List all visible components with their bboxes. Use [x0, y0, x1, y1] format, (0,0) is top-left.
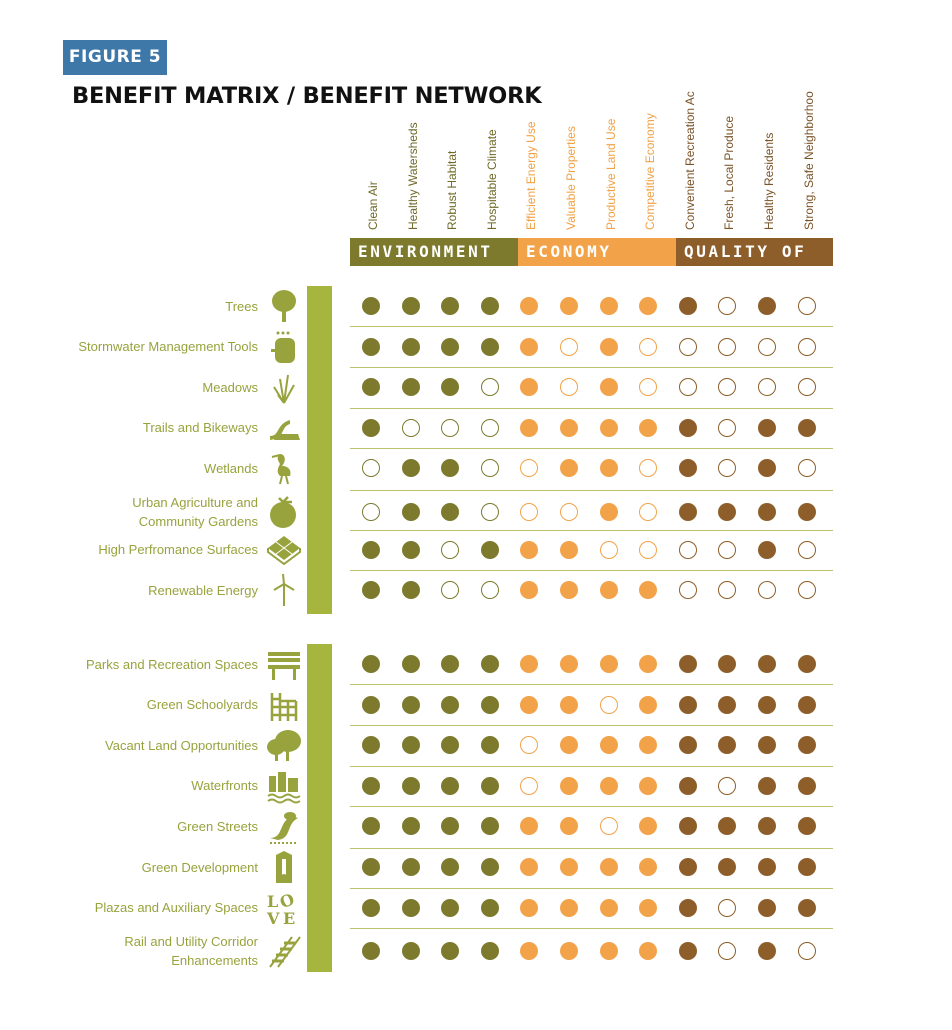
benefit-dot-filled — [798, 817, 816, 835]
benefit-dot-filled — [679, 858, 697, 876]
benefit-dot-empty — [520, 459, 538, 477]
benefit-dot-filled — [362, 899, 380, 917]
benefit-dot-filled — [441, 736, 459, 754]
benefit-dot-filled — [441, 858, 459, 876]
row-label: Wetlands — [204, 460, 258, 476]
benefit-dot-filled — [362, 817, 380, 835]
benefit-column-label — [524, 121, 539, 230]
benefit-dot-filled — [758, 541, 776, 559]
benefit-dot-empty — [441, 581, 459, 599]
benefit-dot-filled — [362, 378, 380, 396]
benefit-dot-filled — [798, 503, 816, 521]
benefit-dot-empty — [600, 541, 618, 559]
benefit-dot-filled — [639, 581, 657, 599]
benefit-dot-filled — [520, 899, 538, 917]
benefit-dot-filled — [362, 338, 380, 356]
jungle-gym-icon — [266, 687, 302, 723]
benefit-dot-filled — [362, 541, 380, 559]
benefit-dot-filled — [718, 736, 736, 754]
benefit-dot-filled — [362, 777, 380, 795]
benefit-dot-filled — [639, 858, 657, 876]
benefit-dot-empty — [481, 419, 499, 437]
row-label: Stormwater Management Tools — [78, 339, 258, 355]
benefit-label-text: Convenient Recreation Ac — [682, 91, 697, 230]
figure-title: BENEFIT MATRIX / BENEFIT NETWORK — [72, 83, 542, 109]
benefit-dot-filled — [560, 736, 578, 754]
building-icon — [266, 849, 302, 885]
benefit-dot-filled — [481, 297, 499, 315]
row-label: Green Schoolyards — [146, 697, 258, 713]
svg-text:O: O — [277, 889, 297, 912]
benefit-dot-empty — [798, 541, 816, 559]
benefit-dot-empty — [718, 338, 736, 356]
benefit-label-text: Healthy Residents — [762, 132, 776, 230]
benefit-dot-filled — [402, 736, 420, 754]
benefit-dot-filled — [758, 297, 776, 315]
benefit-dot-empty — [481, 503, 499, 521]
benefit-dot-filled — [520, 858, 538, 876]
tomato-icon — [266, 494, 302, 530]
benefit-dot-empty — [441, 419, 459, 437]
category-band-economy — [518, 238, 676, 266]
benefit-dot-filled — [481, 899, 499, 917]
benefit-dot-filled — [758, 858, 776, 876]
benefit-dot-filled — [560, 541, 578, 559]
row-divider — [350, 848, 833, 849]
benefit-dot-filled — [481, 858, 499, 876]
group-bar — [307, 286, 332, 614]
benefit-dot-filled — [362, 655, 380, 673]
benefit-dot-filled — [639, 736, 657, 754]
benefit-dot-filled — [441, 655, 459, 673]
benefit-dot-filled — [362, 696, 380, 714]
benefit-dot-filled — [520, 655, 538, 673]
benefit-dot-filled — [718, 503, 736, 521]
benefit-dot-filled — [639, 419, 657, 437]
row-label: High Perfromance Surfaces — [98, 542, 258, 558]
benefit-dot-filled — [758, 817, 776, 835]
benefit-dot-empty — [520, 736, 538, 754]
benefit-dot-filled — [520, 378, 538, 396]
benefit-dot-filled — [758, 899, 776, 917]
benefit-dot-filled — [600, 777, 618, 795]
benefit-dot-filled — [600, 942, 618, 960]
benefit-dot-empty — [798, 581, 816, 599]
benefit-column-label — [682, 91, 697, 230]
benefit-dot-filled — [679, 817, 697, 835]
benefit-dot-filled — [441, 503, 459, 521]
waterfront-icon — [266, 768, 302, 804]
benefit-dot-empty — [639, 459, 657, 477]
benefit-dot-filled — [402, 655, 420, 673]
benefit-dot-filled — [560, 777, 578, 795]
benefit-column-label — [801, 91, 816, 230]
benefit-dot-filled — [758, 459, 776, 477]
benefit-dot-filled — [639, 899, 657, 917]
benefit-dot-filled — [402, 817, 420, 835]
benefit-dot-filled — [639, 777, 657, 795]
benefit-column-label — [564, 126, 578, 230]
benefit-dot-filled — [600, 655, 618, 673]
row-divider — [350, 530, 833, 531]
benefit-dot-filled — [639, 297, 657, 315]
row-label: Urban Agriculture and Community Gardens — [132, 495, 258, 529]
benefit-dot-filled — [560, 459, 578, 477]
benefit-column-label — [643, 113, 658, 230]
benefit-dot-empty — [481, 459, 499, 477]
trees-lot-icon — [266, 727, 302, 763]
row-divider — [350, 684, 833, 685]
benefit-dot-filled — [679, 942, 697, 960]
benefit-dot-filled — [798, 899, 816, 917]
benefit-column-label — [484, 129, 499, 230]
benefit-dot-empty — [718, 297, 736, 315]
benefit-dot-filled — [679, 419, 697, 437]
benefit-dot-filled — [362, 858, 380, 876]
row-label: Rail and Utility Corridor Enhancements — [124, 934, 258, 969]
benefit-dot-filled — [481, 541, 499, 559]
benefit-dot-empty — [718, 378, 736, 396]
benefit-dot-filled — [362, 942, 380, 960]
paving-icon — [266, 532, 302, 568]
benefit-dot-filled — [679, 736, 697, 754]
benefit-dot-filled — [481, 736, 499, 754]
benefit-dot-filled — [560, 942, 578, 960]
row-divider — [350, 806, 833, 807]
benefit-dot-empty — [639, 503, 657, 521]
row-divider — [350, 490, 833, 491]
benefit-dot-filled — [520, 942, 538, 960]
benefit-dot-filled — [362, 581, 380, 599]
benefit-dot-empty — [798, 338, 816, 356]
group-bar — [307, 644, 332, 972]
benefit-dot-filled — [481, 777, 499, 795]
benefit-dot-filled — [441, 817, 459, 835]
benefit-dot-empty — [481, 581, 499, 599]
benefit-dot-filled — [758, 736, 776, 754]
benefit-dot-filled — [481, 696, 499, 714]
benefit-dot-filled — [402, 378, 420, 396]
benefit-dot-filled — [520, 297, 538, 315]
row-label: Green Streets — [177, 818, 258, 834]
benefit-dot-filled — [441, 459, 459, 477]
row-divider — [350, 888, 833, 889]
benefit-dot-empty — [481, 378, 499, 396]
benefit-column-label — [722, 115, 737, 230]
benefit-dot-filled — [441, 942, 459, 960]
trail-icon — [266, 410, 302, 446]
row-label: Parks and Recreation Spaces — [86, 656, 258, 672]
benefit-dot-filled — [600, 378, 618, 396]
benefit-dot-empty — [679, 338, 697, 356]
benefit-dot-filled — [402, 899, 420, 917]
benefit-label-text: Clean Air — [366, 181, 380, 230]
benefit-dot-filled — [362, 736, 380, 754]
benefit-dot-empty — [758, 378, 776, 396]
row-divider — [350, 725, 833, 726]
benefit-dot-filled — [600, 338, 618, 356]
grass-icon — [266, 369, 302, 405]
benefit-dot-filled — [481, 655, 499, 673]
benefit-dot-filled — [402, 541, 420, 559]
benefit-dot-filled — [600, 459, 618, 477]
row-divider — [350, 367, 833, 368]
benefit-label-text: Robust Habitat — [445, 150, 460, 230]
benefit-label-text: Hospitable Climate — [484, 129, 499, 230]
benefit-dot-filled — [520, 419, 538, 437]
benefit-dot-empty — [718, 942, 736, 960]
benefit-dot-filled — [441, 378, 459, 396]
benefit-dot-empty — [758, 581, 776, 599]
rail-icon — [266, 933, 302, 969]
benefit-dot-empty — [520, 777, 538, 795]
tree-icon — [266, 288, 302, 324]
benefit-dot-filled — [600, 419, 618, 437]
benefit-dot-empty — [679, 581, 697, 599]
benefit-dot-empty — [560, 503, 578, 521]
benefit-dot-empty — [718, 777, 736, 795]
category-band-environment — [350, 238, 518, 266]
benefit-dot-empty — [600, 696, 618, 714]
benefit-dot-filled — [798, 419, 816, 437]
row-label: Waterfronts — [191, 778, 258, 794]
benefit-dot-empty — [639, 378, 657, 396]
benefit-dot-empty — [798, 378, 816, 396]
benefit-dot-filled — [600, 736, 618, 754]
row-label: Vacant Land Opportunities — [105, 737, 258, 753]
benefit-dot-filled — [362, 419, 380, 437]
benefit-dot-filled — [441, 777, 459, 795]
benefit-dot-filled — [560, 419, 578, 437]
benefit-column-label — [445, 150, 460, 230]
benefit-label-text: Productive Land Use — [603, 118, 618, 230]
benefit-dot-empty — [679, 541, 697, 559]
benefit-dot-filled — [600, 899, 618, 917]
benefit-dot-filled — [560, 899, 578, 917]
benefit-dot-filled — [560, 696, 578, 714]
benefit-dot-filled — [679, 696, 697, 714]
benefit-dot-filled — [718, 655, 736, 673]
street-icon — [266, 808, 302, 844]
benefit-dot-filled — [560, 858, 578, 876]
benefit-dot-filled — [441, 899, 459, 917]
benefit-dot-filled — [718, 696, 736, 714]
benefit-dot-filled — [402, 581, 420, 599]
row-label: Green Development — [141, 859, 258, 875]
benefit-dot-empty — [362, 459, 380, 477]
benefit-dot-filled — [402, 696, 420, 714]
benefit-dot-empty — [718, 581, 736, 599]
benefit-dot-empty — [679, 378, 697, 396]
benefit-dot-filled — [798, 696, 816, 714]
benefit-dot-empty — [718, 541, 736, 559]
row-divider — [350, 408, 833, 409]
benefit-dot-empty — [718, 459, 736, 477]
benefit-dot-filled — [718, 858, 736, 876]
benefit-dot-filled — [798, 777, 816, 795]
benefit-dot-filled — [481, 338, 499, 356]
benefit-dot-filled — [520, 581, 538, 599]
benefit-dot-filled — [560, 655, 578, 673]
category-band-label: ECONOMY — [526, 242, 612, 261]
svg-text:L: L — [267, 891, 279, 911]
benefit-dot-filled — [560, 297, 578, 315]
benefit-dot-filled — [639, 696, 657, 714]
benefit-dot-filled — [679, 297, 697, 315]
benefit-dot-filled — [481, 942, 499, 960]
benefit-dot-filled — [520, 541, 538, 559]
benefit-dot-filled — [758, 419, 776, 437]
benefit-dot-filled — [520, 696, 538, 714]
benefit-dot-empty — [758, 338, 776, 356]
benefit-label-text: Fresh, Local Produce — [722, 115, 737, 230]
benefit-dot-empty — [362, 503, 380, 521]
benefit-dot-empty — [520, 503, 538, 521]
benefit-column-label — [762, 132, 776, 230]
figure-badge: FIGURE 5 — [63, 40, 167, 75]
benefit-dot-filled — [441, 297, 459, 315]
benefit-dot-filled — [679, 655, 697, 673]
benefit-dot-filled — [679, 503, 697, 521]
benefit-dot-filled — [481, 817, 499, 835]
benefit-dot-filled — [639, 655, 657, 673]
benefit-column-label — [366, 181, 380, 230]
benefit-dot-filled — [600, 503, 618, 521]
benefit-dot-empty — [798, 297, 816, 315]
benefit-dot-filled — [679, 459, 697, 477]
benefit-dot-filled — [600, 858, 618, 876]
benefit-dot-filled — [798, 858, 816, 876]
benefit-dot-empty — [560, 378, 578, 396]
benefit-dot-filled — [560, 581, 578, 599]
benefit-dot-empty — [639, 338, 657, 356]
benefit-dot-filled — [679, 899, 697, 917]
benefit-dot-filled — [600, 581, 618, 599]
benefit-label-text: Competitive Economy — [643, 113, 658, 230]
benefit-dot-filled — [718, 817, 736, 835]
benefit-dot-empty — [441, 541, 459, 559]
row-label: Plazas and Auxiliary Spaces — [94, 900, 258, 916]
wind-turbine-icon — [266, 572, 302, 608]
benefit-dot-filled — [639, 942, 657, 960]
benefit-dot-filled — [441, 696, 459, 714]
category-band-label: ENVIRONMENT — [358, 242, 493, 261]
row-divider — [350, 326, 833, 327]
category-band-label: QUALITY OF LIFE — [676, 242, 807, 289]
benefit-dot-filled — [758, 696, 776, 714]
benefit-dot-filled — [758, 655, 776, 673]
benefit-dot-empty — [798, 459, 816, 477]
rain-barrel-icon — [266, 329, 302, 365]
row-divider — [350, 570, 833, 571]
benefit-column-label — [405, 122, 420, 230]
benefit-dot-filled — [639, 817, 657, 835]
benefit-dot-filled — [758, 777, 776, 795]
row-label: Renewable Energy — [148, 582, 258, 598]
benefit-dot-filled — [402, 777, 420, 795]
benefit-dot-empty — [798, 942, 816, 960]
benefit-dot-filled — [402, 338, 420, 356]
row-label: Trees — [225, 298, 258, 314]
row-label: Meadows — [202, 379, 258, 395]
benefit-dot-filled — [520, 338, 538, 356]
row-divider — [350, 448, 833, 449]
benefit-dot-filled — [402, 459, 420, 477]
svg-text:E: E — [283, 908, 296, 926]
benefit-column-label — [603, 118, 618, 230]
row-label: Trails and Bikeways — [142, 420, 258, 436]
benefit-dot-filled — [402, 858, 420, 876]
benefit-label-text: Healthy Watersheds — [405, 122, 420, 230]
benefit-dot-filled — [758, 503, 776, 521]
benefit-dot-filled — [441, 338, 459, 356]
benefit-dot-empty — [718, 899, 736, 917]
benefit-dot-empty — [402, 419, 420, 437]
benefit-dot-filled — [362, 297, 380, 315]
benefit-dot-filled — [758, 942, 776, 960]
heron-icon — [266, 450, 302, 486]
row-divider — [350, 928, 833, 929]
category-band-quality-of-life — [676, 238, 833, 289]
benefit-label-text: Valuable Properties — [564, 126, 578, 230]
benefit-dot-filled — [402, 297, 420, 315]
row-divider — [350, 766, 833, 767]
svg-text:V: V — [267, 908, 280, 926]
benefit-dot-filled — [798, 655, 816, 673]
benefit-dot-empty — [718, 419, 736, 437]
benefit-dot-filled — [679, 777, 697, 795]
bench-icon — [266, 646, 302, 682]
benefit-label-text: Efficient Energy Use — [524, 121, 539, 230]
benefit-dot-filled — [798, 736, 816, 754]
love-sculpture-icon — [266, 890, 302, 926]
benefit-dot-empty — [600, 817, 618, 835]
benefit-dot-empty — [639, 541, 657, 559]
benefit-dot-filled — [402, 942, 420, 960]
benefit-dot-filled — [402, 503, 420, 521]
benefit-label-text: Strong, Safe Neighborhoo — [801, 91, 816, 230]
benefit-dot-filled — [520, 817, 538, 835]
benefit-dot-empty — [560, 338, 578, 356]
benefit-dot-filled — [600, 297, 618, 315]
benefit-dot-filled — [560, 817, 578, 835]
